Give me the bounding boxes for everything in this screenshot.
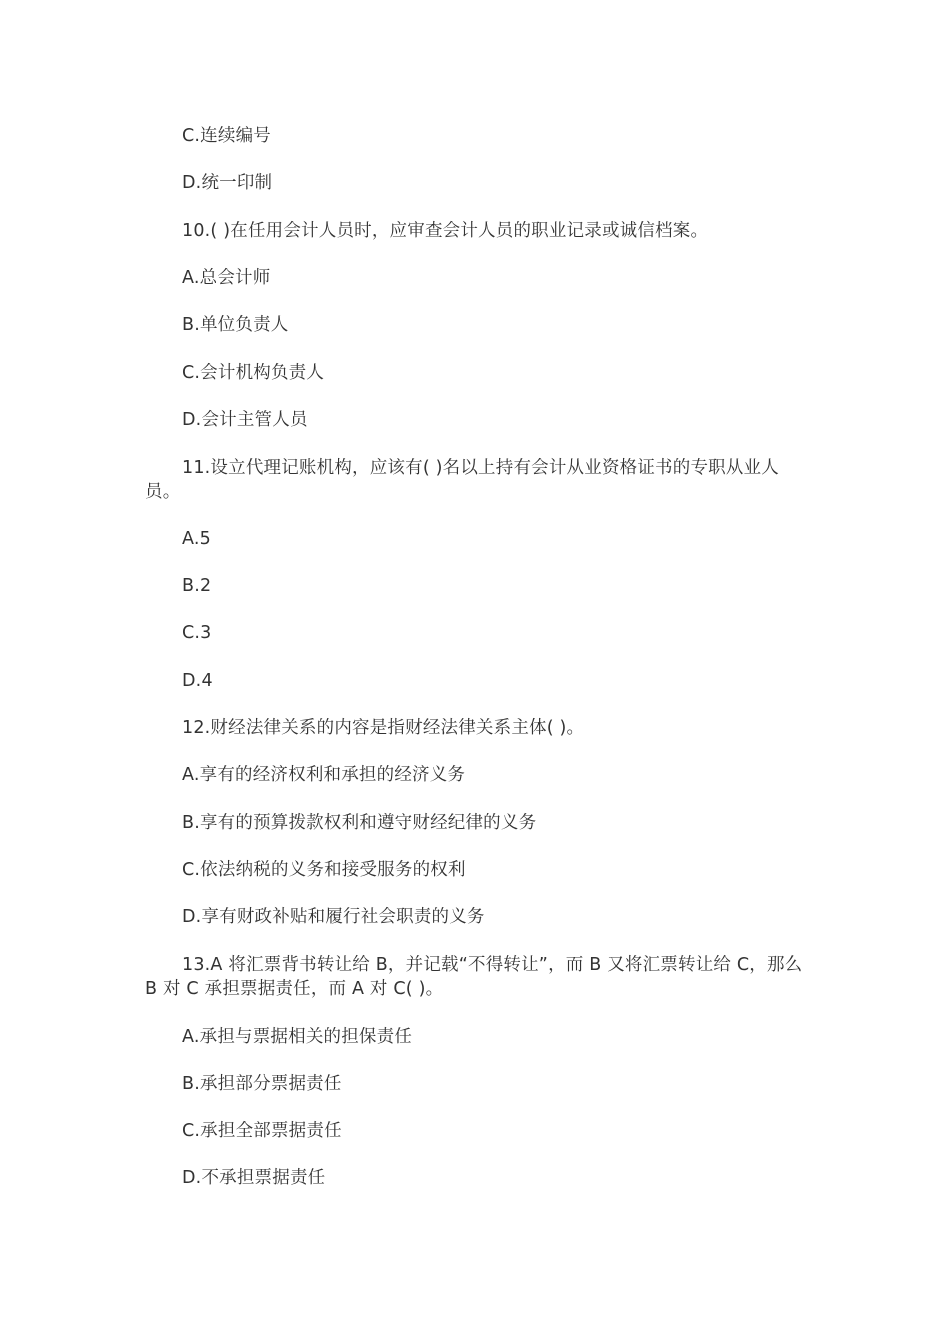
option-c-q13: C.承担全部票据责任 xyxy=(182,1121,342,1141)
option-a-q11: A.5 xyxy=(182,529,211,549)
option-d-q11: D.4 xyxy=(182,671,213,691)
question-10: 10.( )在任用会计人员时，应审查会计人员的职业记录或诚信档案。 xyxy=(182,221,709,241)
option-b-q10: B.单位负责人 xyxy=(182,315,289,335)
option-c-q12: C.依法纳税的义务和接受服务的权利 xyxy=(182,860,466,880)
option-b-q12: B.享有的预算拨款权利和遵守财经纪律的义务 xyxy=(182,813,537,833)
option-d-q13: D.不承担票据责任 xyxy=(182,1168,326,1188)
option-d-q12: D.享有财政补贴和履行社会职责的义务 xyxy=(182,907,485,927)
option-c-q9: C.连续编号 xyxy=(182,126,271,146)
option-c-q10: C.会计机构负责人 xyxy=(182,363,325,383)
option-d-q9: D.统一印制 xyxy=(182,173,273,193)
question-13: 13.A 将汇票背书转让给 B，并记载“不得转让”，而 B 又将汇票转让给 C，那么 B 对 C 承担票据责任，而 A 对 C( )。 xyxy=(145,955,803,999)
option-a-q10: A.总会计师 xyxy=(182,268,271,288)
option-a-q12: A.享有的经济权利和承担的经济义务 xyxy=(182,765,466,785)
question-11: 11.设立代理记账机构，应该有( )名以上持有会计从业资格证书的专职从业人员。 xyxy=(145,458,779,502)
option-b-q11: B.2 xyxy=(182,576,212,596)
question-12: 12.财经法律关系的内容是指财经法律关系主体( )。 xyxy=(182,718,585,738)
option-a-q13: A.承担与票据相关的担保责任 xyxy=(182,1027,413,1047)
option-c-q11: C.3 xyxy=(182,623,212,643)
option-b-q13: B.承担部分票据责任 xyxy=(182,1074,342,1094)
option-d-q10: D.会计主管人员 xyxy=(182,410,308,430)
